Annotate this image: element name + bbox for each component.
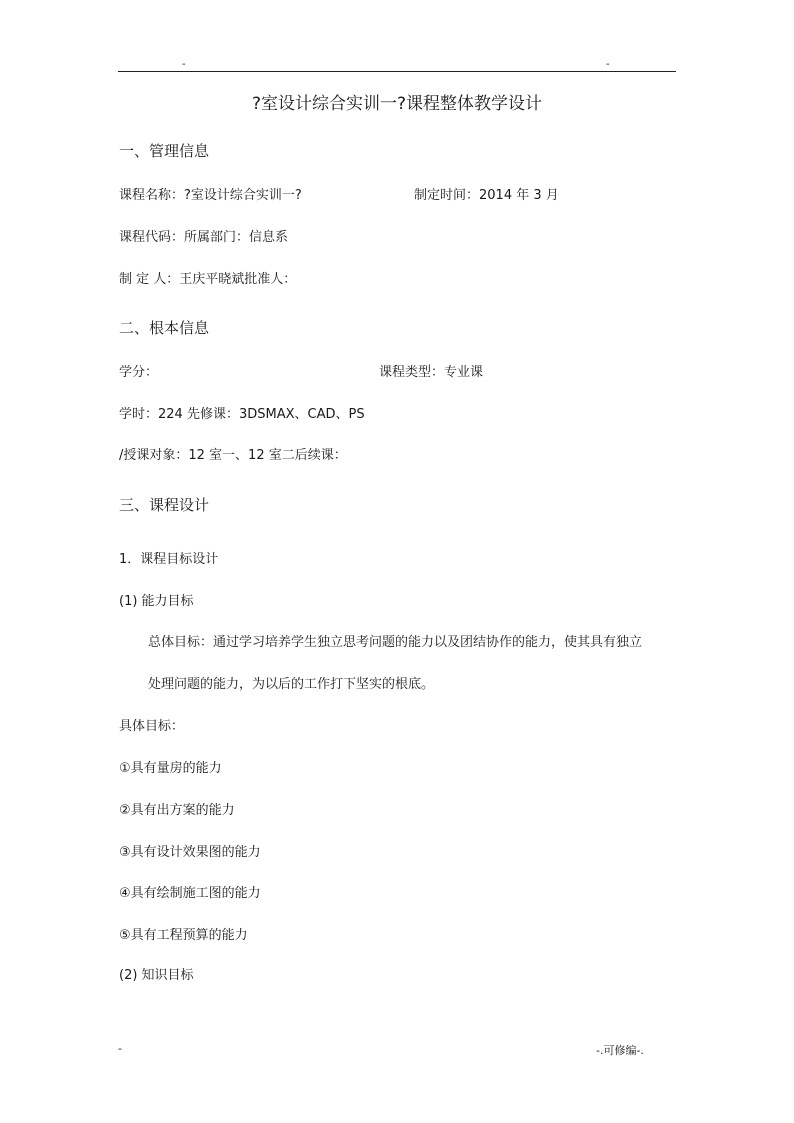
- list-item: ①具有量房的能力: [119, 761, 222, 776]
- course-type: 课程类型：专业课: [379, 365, 484, 380]
- course-name: 课程名称：?室设计综合实训一?: [119, 188, 302, 203]
- header-right-mark: -: [606, 59, 610, 70]
- knowledge-goal-heading: (2) 知识目标: [119, 968, 194, 983]
- list-item: ⑤具有工程预算的能力: [119, 928, 248, 943]
- list-item: ③具有设计效果图的能力: [119, 845, 261, 860]
- specific-goal-label: 具体目标：: [119, 719, 185, 734]
- section-heading-management: 一、管理信息: [119, 142, 210, 160]
- ability-goal-heading: (1) 能力目标: [119, 594, 194, 609]
- credit: 学分：: [119, 365, 159, 380]
- footer-note: -.可修编-.: [596, 1044, 644, 1057]
- section-heading-design: 三、课程设计: [119, 496, 210, 514]
- header-left-mark: -: [182, 59, 186, 70]
- list-item: ②具有出方案的能力: [119, 803, 235, 818]
- made-time: 制定时间：2014 年 3 月: [414, 188, 559, 203]
- hours: 学时：224 先修课：3DSMAX、CAD、PS: [119, 407, 365, 422]
- document-title: ?室设计综合实训一?课程整体教学设计: [251, 94, 543, 114]
- list-item: ④具有绘制施工图的能力: [119, 886, 261, 901]
- maker: 制 定 人：王庆平晓斌批准人：: [119, 272, 297, 287]
- overall-goal-line-1: 总体目标：通过学习培养学生独立思考问题的能力以及团结协作的能力，使其具有独立: [148, 635, 643, 650]
- section-heading-basic: 二、根本信息: [119, 319, 210, 337]
- subheading-course-goal: 1．课程目标设计: [119, 552, 219, 567]
- teaching-target: /授课对象：12 室一、12 室二后续课：: [119, 448, 347, 463]
- course-code: 课程代码：所属部门：信息系: [119, 230, 289, 245]
- footer-left-mark: -: [118, 1042, 122, 1055]
- header-rule: [118, 71, 676, 72]
- overall-goal-line-2: 处理问题的能力，为以后的工作打下坚实的根底。: [148, 677, 435, 692]
